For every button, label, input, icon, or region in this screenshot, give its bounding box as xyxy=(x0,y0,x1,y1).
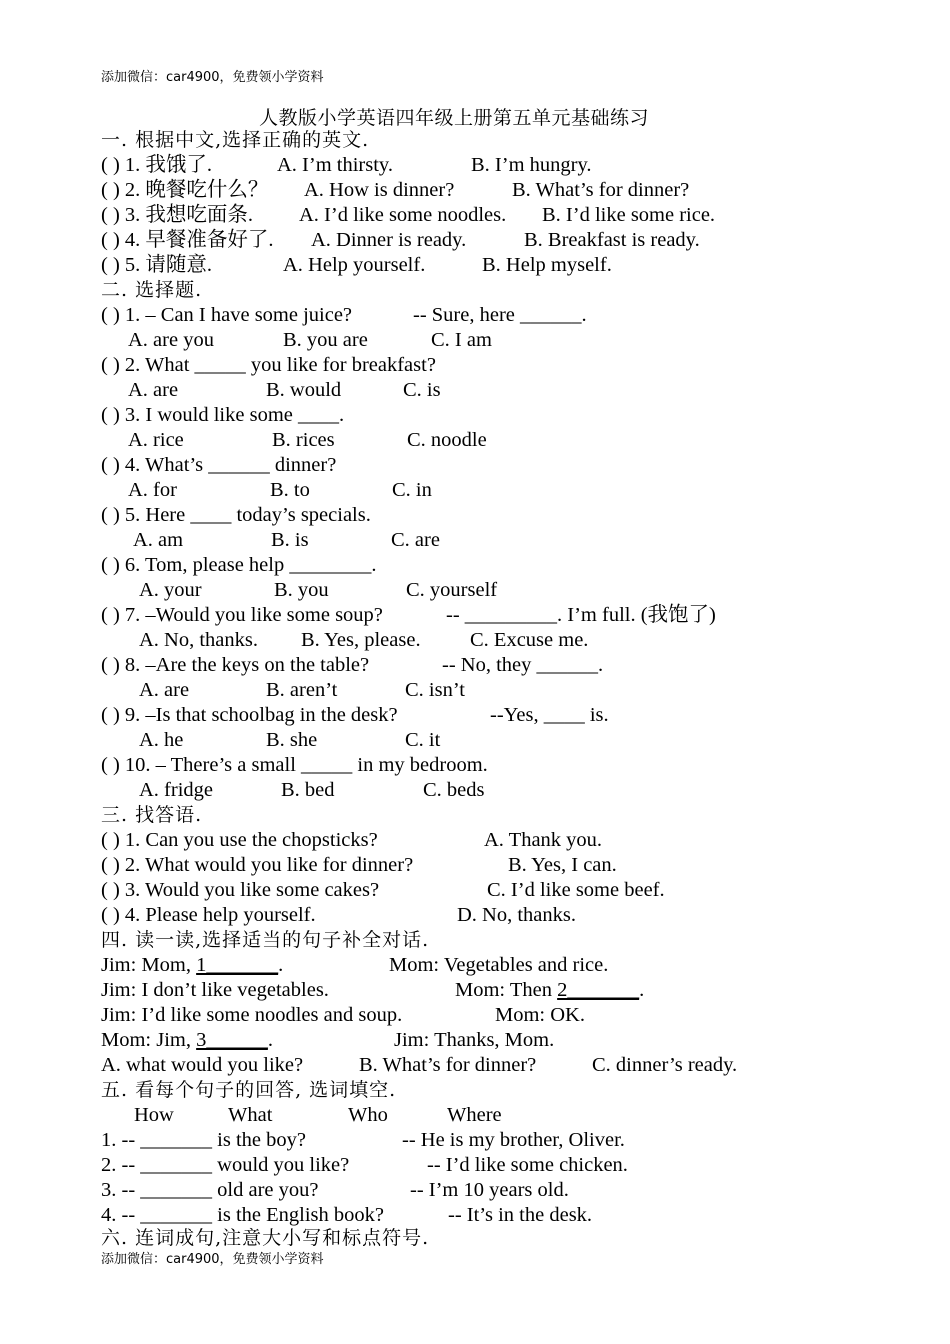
option-b: B. to xyxy=(270,479,310,501)
option-a: A. How is dinner? xyxy=(304,179,455,201)
option-b: B. she xyxy=(266,729,318,751)
question: ( ) 1. 我饿了. xyxy=(101,154,213,176)
option-a: A. Dinner is ready. xyxy=(311,229,467,251)
option-b: B. Help myself. xyxy=(482,254,612,276)
punct: . xyxy=(278,954,284,976)
section-4-heading: 四. 读一读,选择适当的句子补全对话. xyxy=(101,929,430,951)
option-a: A. for xyxy=(128,479,177,501)
question: ( ) 8. –Are the keys on the table? xyxy=(101,654,370,676)
question: 4. -- _______ is the English book? xyxy=(101,1204,384,1226)
question: ( ) 2. What would you like for dinner? xyxy=(101,854,414,876)
option-c: C. noodle xyxy=(407,429,487,451)
option-c: C. dinner’s ready. xyxy=(592,1054,738,1076)
option-a: A. I’m thirsty. xyxy=(277,154,393,176)
question: ( ) 3. I would like some ____. xyxy=(101,404,345,426)
word: How xyxy=(134,1104,174,1126)
option-b: B. would xyxy=(266,379,342,401)
answer: -- He is my brother, Oliver. xyxy=(402,1129,625,1151)
option-c: C. I am xyxy=(431,329,492,351)
option-b: B. bed xyxy=(281,779,335,801)
option-c: C. isn’t xyxy=(405,679,465,701)
option-b: B. I’m hungry. xyxy=(471,154,592,176)
speaker-text: Mom: Then xyxy=(455,979,558,1001)
answer: -- I’m 10 years old. xyxy=(410,1179,569,1201)
speaker-text: Mom: Jim, xyxy=(101,1029,197,1051)
word: Where xyxy=(447,1104,502,1126)
question: ( ) 4. What’s ______ dinner? xyxy=(101,454,337,476)
option-c: C. it xyxy=(405,729,441,751)
question-response: -- No, they ______. xyxy=(442,654,604,676)
word: What xyxy=(228,1104,273,1126)
option-a: A. I’d like some noodles. xyxy=(299,204,507,226)
question: ( ) 9. –Is that schoolbag in the desk? xyxy=(101,704,398,726)
option-a: A. what would you like? xyxy=(101,1054,304,1076)
section-5-heading: 五. 看每个句子的回答, 选词填空. xyxy=(101,1079,397,1101)
option-c: C. Excuse me. xyxy=(470,629,589,651)
word: Who xyxy=(348,1104,388,1126)
option-a: A. are you xyxy=(128,329,214,351)
option-b: B. I’d like some rice. xyxy=(542,204,716,226)
blank-2: 2_______ xyxy=(557,979,640,1001)
option-b: B. What’s for dinner? xyxy=(512,179,690,201)
question: 3. -- _______ old are you? xyxy=(101,1179,319,1201)
question-response: -- _________. I’m full. (我饱了) xyxy=(446,604,716,626)
answer: C. I’d like some beef. xyxy=(487,879,665,901)
question-response: --Yes, ____ is. xyxy=(490,704,609,726)
punct: . xyxy=(267,1029,273,1051)
blank-3: 3______ xyxy=(196,1029,268,1051)
option-a: A. are xyxy=(128,379,179,401)
question-response: -- Sure, here ______. xyxy=(413,304,587,326)
option-a: A. rice xyxy=(128,429,184,451)
section-1-heading: 一. 根据中文,选择正确的英文. xyxy=(101,129,370,151)
question: ( ) 3. Would you like some cakes? xyxy=(101,879,380,901)
question: ( ) 5. Here ____ today’s specials. xyxy=(101,504,371,526)
option-b: B. Yes, please. xyxy=(301,629,421,651)
question: 2. -- _______ would you like? xyxy=(101,1154,350,1176)
footer-note: 添加微信：car4900，免费领小学资料 xyxy=(101,1252,324,1267)
dialog-left: Jim: I don’t like vegetables. xyxy=(101,979,329,1001)
option-b: B. is xyxy=(271,529,309,551)
answer: B. Yes, I can. xyxy=(508,854,617,876)
answer: D. No, thanks. xyxy=(457,904,577,926)
question: ( ) 1. – Can I have some juice? xyxy=(101,304,353,326)
option-c: C. are xyxy=(391,529,440,551)
header-note: 添加微信：car4900，免费领小学资料 xyxy=(101,70,324,85)
question: ( ) 4. Please help yourself. xyxy=(101,904,316,926)
question: ( ) 7. –Would you like some soup? xyxy=(101,604,383,626)
option-a: A. fridge xyxy=(139,779,214,801)
option-b: B. What’s for dinner? xyxy=(359,1054,537,1076)
dialog-right: Mom: OK. xyxy=(495,1004,585,1026)
section-6-heading: 六. 连词成句,注意大小写和标点符号. xyxy=(101,1227,430,1249)
option-a: A. are xyxy=(139,679,190,701)
question: ( ) 2. What _____ you like for breakfast? xyxy=(101,354,436,376)
option-c: C. is xyxy=(403,379,441,401)
question: ( ) 3. 我想吃面条. xyxy=(101,204,254,226)
option-c: C. beds xyxy=(423,779,485,801)
punct: . xyxy=(639,979,645,1001)
question: ( ) 10. – There’s a small _____ in my bedroom. xyxy=(101,754,488,776)
option-c: C. yourself xyxy=(406,579,498,601)
blank-1: 1_______ xyxy=(196,954,279,976)
question: ( ) 5. 请随意. xyxy=(101,254,213,276)
option-a: A. am xyxy=(133,529,184,551)
speaker-text: Jim: Mom, xyxy=(101,954,197,976)
option-a: A. your xyxy=(139,579,202,601)
option-b: B. you are xyxy=(283,329,368,351)
dialog-left: Jim: I’d like some noodles and soup. xyxy=(101,1004,403,1026)
section-2-heading: 二. 选择题. xyxy=(101,279,203,301)
option-a: A. he xyxy=(139,729,184,751)
option-b: B. Breakfast is ready. xyxy=(524,229,700,251)
option-c: C. in xyxy=(392,479,432,501)
answer: -- I’d like some chicken. xyxy=(427,1154,628,1176)
option-b: B. you xyxy=(274,579,329,601)
option-a: A. No, thanks. xyxy=(139,629,259,651)
dialog-right: Jim: Thanks, Mom. xyxy=(394,1029,555,1051)
dialog-left xyxy=(101,953,283,978)
question: ( ) 2. 晚餐吃什么？ xyxy=(101,179,269,201)
answer: -- It’s in the desk. xyxy=(448,1204,593,1226)
option-b: B. rices xyxy=(272,429,335,451)
option-b: B. aren’t xyxy=(266,679,338,701)
page-title: 人教版小学英语四年级上册第五单元基础练习 xyxy=(259,108,650,129)
question: ( ) 1. Can you use the chopsticks? xyxy=(101,829,378,851)
dialog-right: Mom: Vegetables and rice. xyxy=(389,954,609,976)
dialog-right xyxy=(455,978,644,1003)
answer: A. Thank you. xyxy=(484,829,603,851)
question: 1. -- _______ is the boy? xyxy=(101,1129,306,1151)
option-a: A. Help yourself. xyxy=(283,254,426,276)
question: ( ) 4. 早餐准备好了. xyxy=(101,229,274,251)
section-3-heading: 三. 找答语. xyxy=(101,804,203,826)
dialog-left xyxy=(101,1028,273,1053)
question: ( ) 6. Tom, please help ________. xyxy=(101,554,377,576)
